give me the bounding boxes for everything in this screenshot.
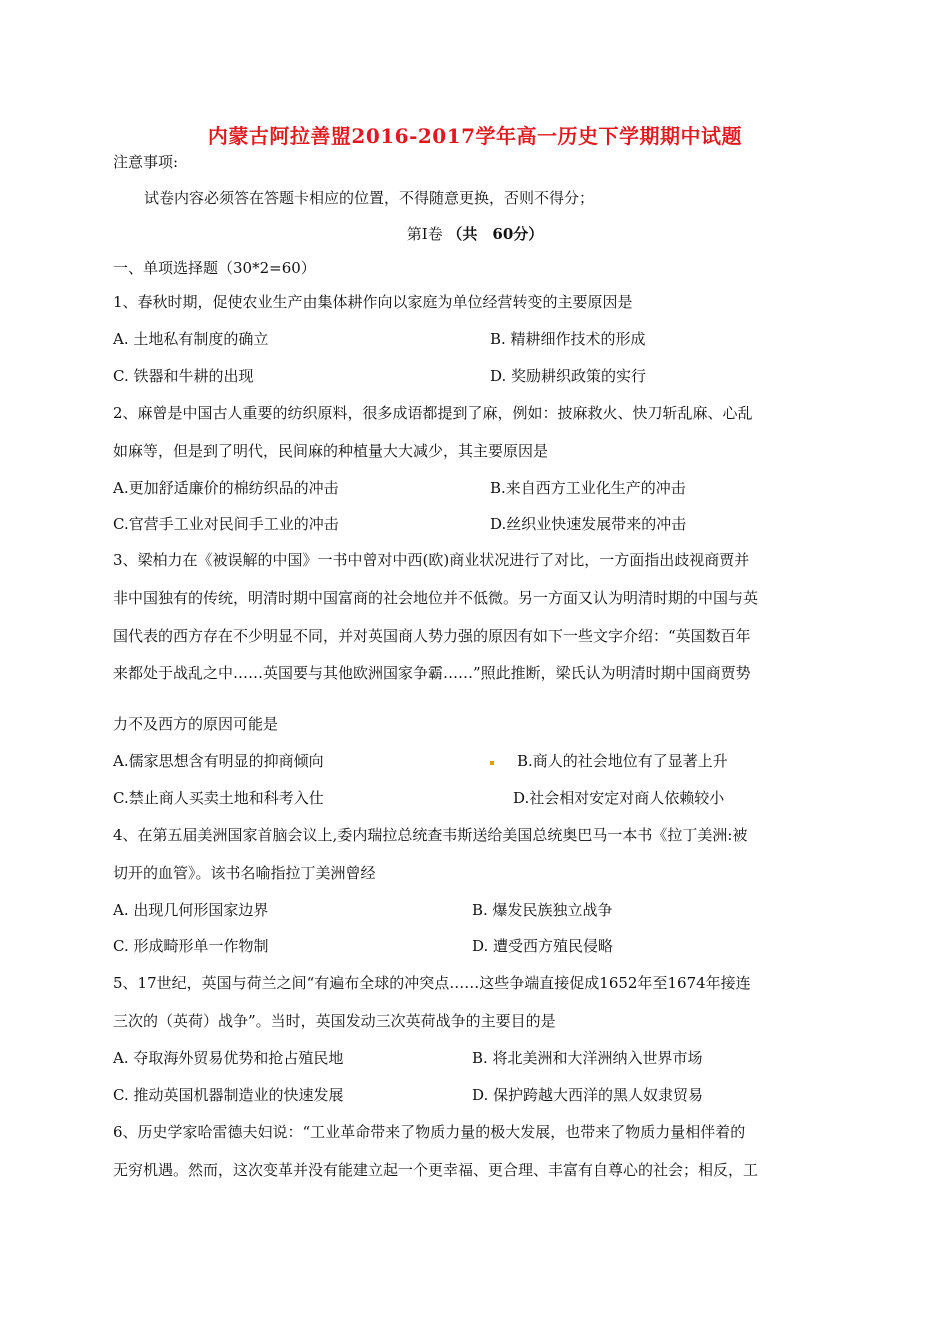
question-1-option-d: D. 奖励耕织政策的实行 — [490, 367, 647, 385]
question-3-stem-line-2: 非中国独有的传统，明清时期中国富商的社会地位并不低微。另一方面又认为明清时期的中国与英 — [113, 589, 759, 607]
notice-heading: 注意事项: — [113, 153, 179, 171]
question-6-stem-line-2: 无穷机遇。然而，这次变革并没有能建立起一个更幸福、更合理、丰富有自尊心的社会；相反，工 — [113, 1161, 759, 1179]
exam-title: 内蒙古阿拉善盟2016-2017学年高一历史下学期期中试题 — [207, 124, 743, 148]
question-5-stem-line-2: 三次的（英荷）战争”。当时，英国发动三次英荷战争的主要目的是 — [113, 1012, 556, 1030]
question-4-option-c: C. 形成畸形单一作物制 — [113, 937, 269, 955]
question-4-option-d: D. 遭受西方殖民侵略 — [472, 937, 614, 955]
question-1-option-b: B. 精耕细作技术的形成 — [490, 330, 646, 348]
part-heading — [0, 224, 950, 244]
question-3-option-b: B.商人的社会地位有了显著上升 — [517, 752, 728, 770]
question-5-option-b: B. 将北美洲和大洋洲纳入世界市场 — [472, 1049, 703, 1067]
part-label: 第Ⅰ卷 — [406, 225, 443, 243]
question-6-stem-line-1: 6、历史学家哈雷德夫妇说：“工业革命带来了物质力量的极大发展，也带来了物质力量相伴着的 — [113, 1123, 746, 1141]
question-2-stem-line-1: 2、麻曾是中国古人重要的纺织原料，很多成语都提到了麻，例如：披麻救火、快刀斩乱麻、心乱 — [113, 404, 753, 422]
notice-text: 试卷内容必须答在答题卡相应的位置，不得随意更换，否则不得分； — [144, 189, 595, 207]
question-2-stem-line-2: 如麻等，但是到了明代，民间麻的种植量大大减少，其主要原因是 — [113, 442, 549, 460]
question-3-stem-line-4: 来都处于战乱之中……英国要与其他欧洲国家争霸……”照此推断，梁氏认为明清时期中国商贾势 — [113, 664, 751, 682]
question-4-stem-line-2: 切开的血管》。该书名喻指拉丁美洲曾经 — [113, 864, 376, 882]
question-5-option-c: C. 推动英国机器制造业的快速发展 — [113, 1086, 344, 1104]
question-3-option-c: C.禁止商人买卖土地和科考入仕 — [113, 789, 324, 807]
question-4-option-b: B. 爆发民族独立战争 — [472, 901, 613, 919]
part-score: （共 60分） — [447, 225, 544, 243]
decorative-dot — [490, 761, 494, 765]
question-5-option-d: D. 保护跨越大西洋的黑人奴隶贸易 — [472, 1086, 704, 1104]
question-3-option-d: D.社会相对安定对商人依赖较小 — [513, 789, 725, 807]
question-1-stem: 1、春秋时期，促使农业生产由集体耕作向以家庭为单位经营转变的主要原因是 — [113, 293, 633, 311]
question-3-stem-line-5: 力不及西方的原因可能是 — [113, 715, 279, 733]
question-5-stem-line-1: 5、17世纪，英国与荷兰之间“有遍布全球的冲突点……这些争端直接促成1652年至1674年接连 — [113, 974, 751, 992]
question-2-option-b: B.来自西方工业化生产的冲击 — [490, 479, 686, 497]
question-2-option-a: A.更加舒适廉价的棉纺织品的冲击 — [113, 479, 339, 497]
question-3-stem-line-1: 3、梁柏力在《被误解的中国》一书中曾对中西(欧)商业状况进行了对比，一方面指出歧视商贾并 — [113, 551, 750, 569]
question-4-option-a: A. 出现几何形国家边界 — [113, 901, 269, 919]
question-5-option-a: A. 夺取海外贸易优势和抢占殖民地 — [113, 1049, 344, 1067]
question-2-option-c: C.官营手工业对民间手工业的冲击 — [113, 515, 339, 533]
question-1-option-c: C. 铁器和牛耕的出现 — [113, 367, 254, 385]
question-4-stem-line-1: 4、在第五届美洲国家首脑会议上,委内瑞拉总统查韦斯送给美国总统奥巴马一本书《拉丁美洲:被 — [113, 826, 748, 844]
question-1-option-a: A. 土地私有制度的确立 — [113, 330, 269, 348]
question-3-stem-line-3: 国代表的西方存在不少明显不同，并对英国商人势力强的原因有如下一些文字介绍：“英国数百年 — [113, 627, 751, 645]
question-2-option-d: D.丝织业快速发展带来的冲击 — [490, 515, 687, 533]
question-3-option-a: A.儒家思想含有明显的抑商倾向 — [113, 752, 324, 770]
section-heading: 一、单项选择题（30*2=60） — [113, 259, 316, 277]
